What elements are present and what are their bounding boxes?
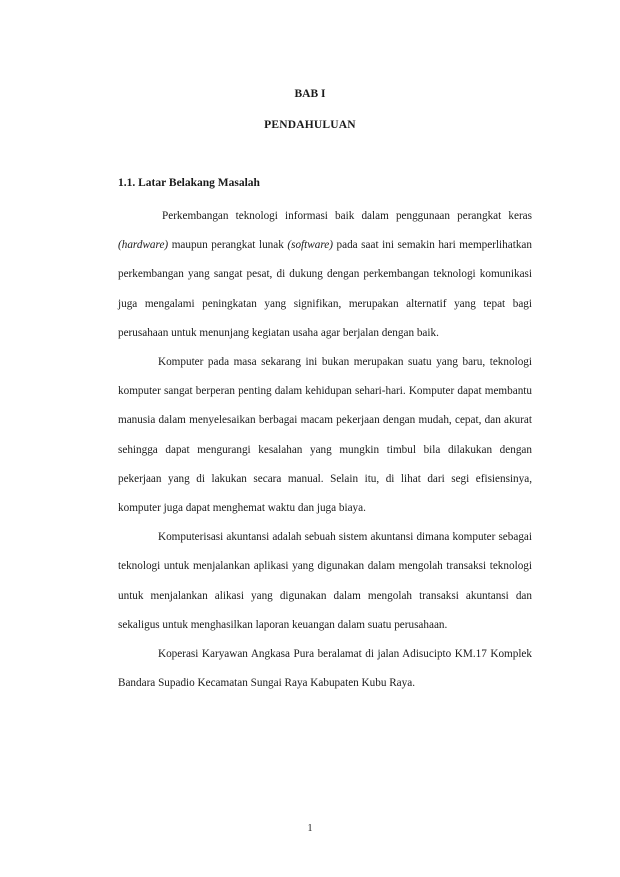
paragraph-1-part-1: Perkembangan teknologi informasi baik dalam penggunaan perangkat keras <box>162 210 532 222</box>
page-number: 1 <box>307 823 313 834</box>
paragraph-1-part-3: pada saat ini semakin hari memperlihatkan perkembangan yang sangat pesat, di dukung dengan perkembangan teknologi komunikasi juga mengalami peningkatan yang signifikan, merupakan alternatif yang tepat bagi perusahaan untuk menunjang kegiatan usaha agar berjalan dengan baik. <box>118 239 532 339</box>
paragraph-4: Koperasi Karyawan Angkasa Pura beralamat di jalan Adisucipto KM.17 Komplek Bandara Supadio Kecamatan Sungai Raya Kabupaten Kubu Raya. <box>118 648 532 690</box>
hardware-term: (hardware) <box>118 239 169 252</box>
chapter-number: BAB I <box>294 88 326 100</box>
paragraph-1-part-2: maupun perangkat lunak <box>168 239 288 252</box>
software-term: (software) <box>287 239 333 252</box>
paragraph-1 <box>118 202 532 348</box>
section-heading: 1.1. Latar Belakang Masalah <box>118 177 260 189</box>
paragraph-2: Komputer pada masa sekarang ini bukan merupakan suatu yang baru, teknologi komputer sangat berperan penting dalam kehidupan sehari-hari. Komputer dapat membantu manusia dalam menyelesaikan berbagai macam pekerjaan dengan mudah, cepat, dan akurat sehingga dapat mengurangi kesalahan yang mungkin timbul bila dilakukan dengan pekerjaan yang di lakukan secara manual. Selain itu, di lihat dari segi efisiensinya, komputer juga dapat menghemat waktu dan juga biaya. <box>118 356 532 515</box>
paragraph-3: Komputerisasi akuntansi adalah sebuah sistem akuntansi dimana komputer sebagai teknologi untuk menjalankan aplikasi yang digunakan dalam mengolah transaksi teknologi untuk menjalankan alikasi yang digunakan dalam mengolah transaksi akuntansi dan sekaligus untuk menghasilkan laporan keuangan dalam suatu perusahaan. <box>118 531 532 631</box>
body-text <box>118 202 532 698</box>
chapter-title: PENDAHULUAN <box>264 119 356 131</box>
